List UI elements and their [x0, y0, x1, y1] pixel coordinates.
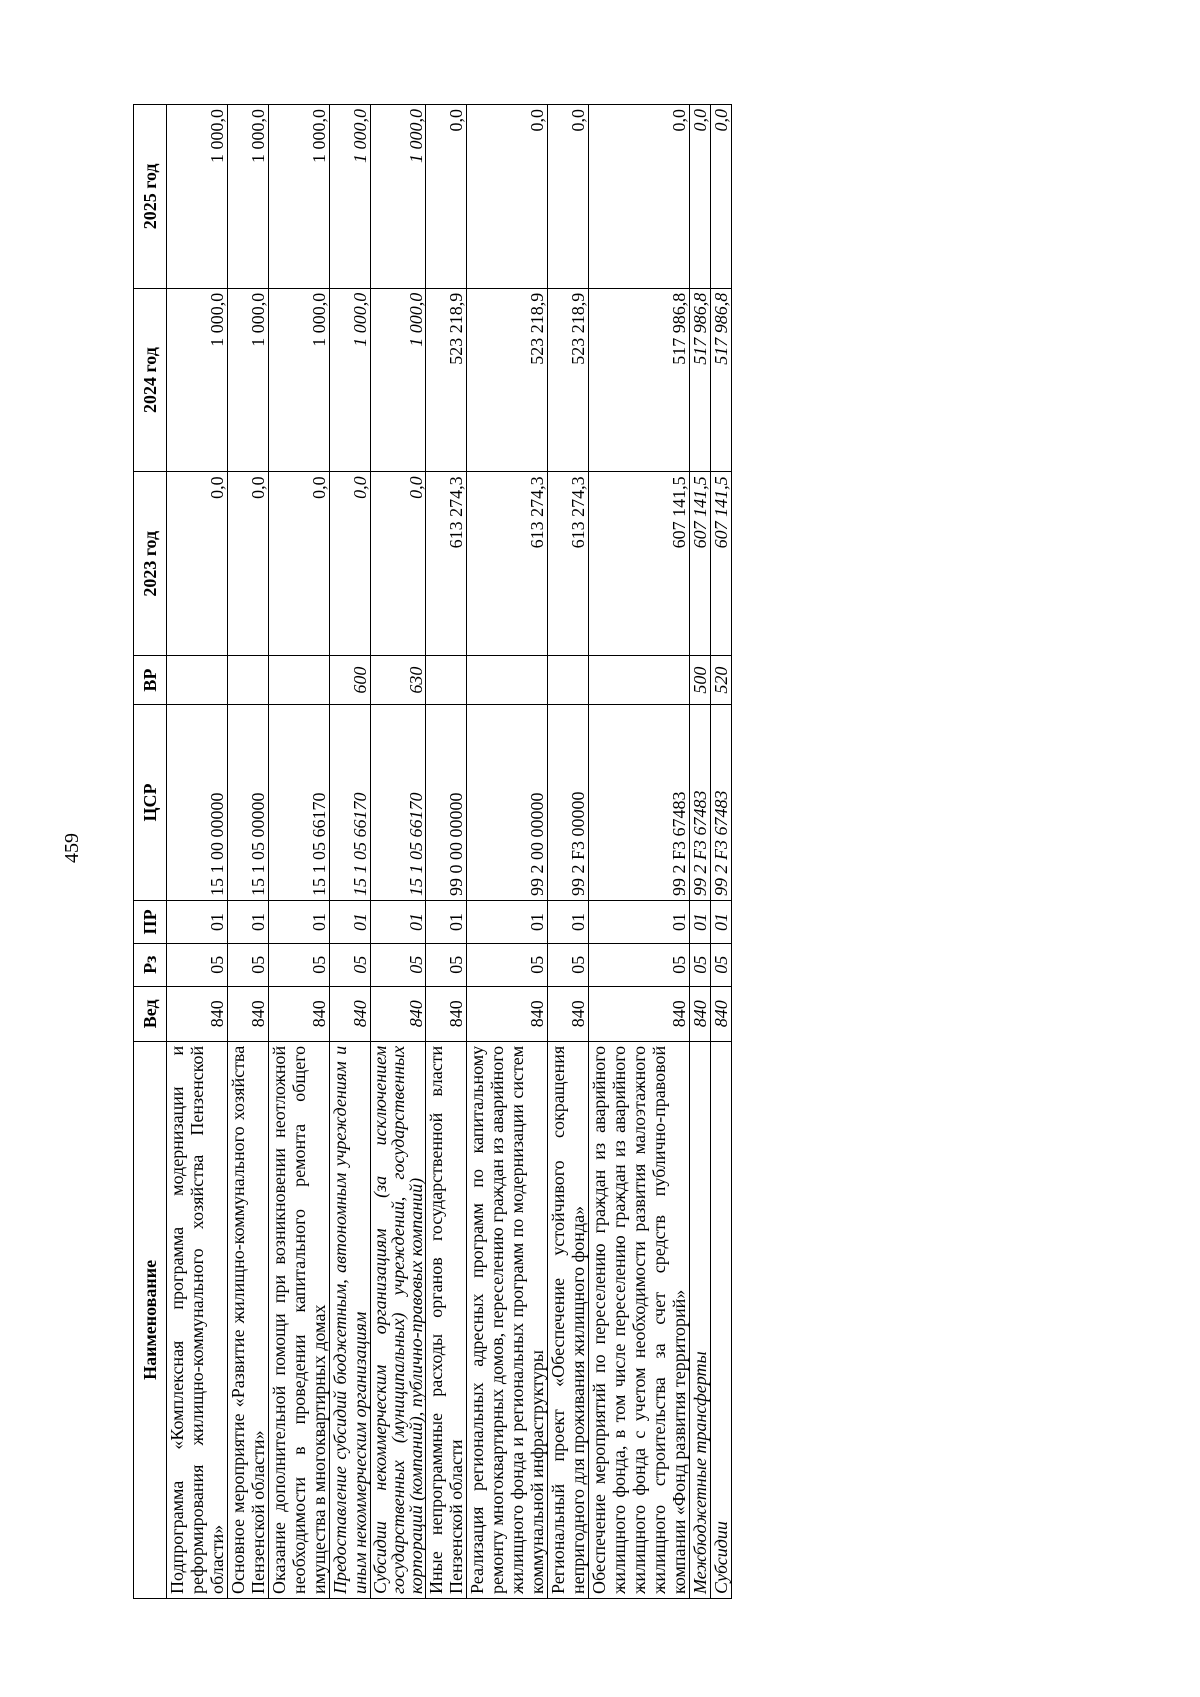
cell-2024: 1 000,0 [269, 288, 330, 472]
cell-ved: 840 [371, 986, 426, 1041]
cell-2025: 0,0 [548, 105, 589, 289]
cell-vr: 600 [330, 656, 371, 705]
cell-ved: 840 [228, 986, 269, 1041]
cell-2023: 0,0 [228, 472, 269, 656]
cell-name: Иные непрограммные расходы органов государственной власти Пензенской области [426, 1041, 467, 1598]
cell-rz: 05 [426, 943, 467, 986]
header-csr: ЦСР [134, 705, 167, 901]
table-row [330, 105, 371, 1599]
cell-csr: 99 2 00 00000 [467, 705, 548, 901]
budget-table [133, 104, 732, 1599]
cell-name: Реализация региональных адресных программ по капитальному ремонту многоквартирных домов, переселению граждан из аварийного жилищного фонда и региональных программ по модернизации систем коммунальной инфраструктуры [467, 1041, 548, 1598]
cell-csr: 99 2 F3 67483 [690, 705, 711, 901]
cell-rz: 05 [711, 943, 732, 986]
cell-pr: 01 [711, 901, 732, 944]
cell-2025: 0,0 [589, 105, 690, 289]
table-row [269, 105, 330, 1599]
cell-pr: 01 [589, 901, 690, 944]
header-name: Наименование [134, 1041, 167, 1598]
cell-2023: 0,0 [330, 472, 371, 656]
cell-vr [167, 656, 228, 705]
cell-csr: 99 2 F3 00000 [548, 705, 589, 901]
cell-2023: 607 141,5 [690, 472, 711, 656]
cell-2023: 607 141,5 [589, 472, 690, 656]
cell-name: Оказание дополнительной помощи при возникновении неотложной необходимости в проведении капитального ремонта общего имущества в многоквартирных домах [269, 1041, 330, 1598]
cell-name: Подпрограмма «Комплексная программа модернизации и реформирования жилищно-коммунального хозяйства Пензенской области» [167, 1041, 228, 1598]
cell-vr [269, 656, 330, 705]
cell-rz: 05 [228, 943, 269, 986]
cell-name: Региональный проект «Обеспечение устойчивого сокращения непригодного для проживания жилищного фонда» [548, 1041, 589, 1598]
header-rz: Рз [134, 943, 167, 986]
cell-2024: 1 000,0 [228, 288, 269, 472]
table-row [371, 105, 426, 1599]
cell-name: Субсидии некоммерческим организациям (за исключением государственных (муниципальных) учреждений, государственных корпораций (компаний), публично-правовых компаний) [371, 1041, 426, 1598]
cell-ved: 840 [467, 986, 548, 1041]
cell-2024: 1 000,0 [330, 288, 371, 472]
cell-vr: 520 [711, 656, 732, 705]
cell-2025: 0,0 [426, 105, 467, 289]
cell-csr: 15 1 05 66170 [269, 705, 330, 901]
cell-2025: 1 000,0 [228, 105, 269, 289]
cell-rz: 05 [690, 943, 711, 986]
cell-name: Основное мероприятие «Развитие жилищно-коммунального хозяйства Пензенской области» [228, 1041, 269, 1598]
cell-vr: 630 [371, 656, 426, 705]
header-pr: ПР [134, 901, 167, 944]
cell-ved: 840 [426, 986, 467, 1041]
cell-csr: 15 1 05 66170 [371, 705, 426, 901]
cell-rz: 05 [589, 943, 690, 986]
cell-rz: 05 [167, 943, 228, 986]
header-row [134, 105, 167, 1599]
cell-vr [589, 656, 690, 705]
table-row [589, 105, 690, 1599]
cell-pr: 01 [167, 901, 228, 944]
cell-2025: 1 000,0 [269, 105, 330, 289]
cell-name: Межбюджетные трансферты [690, 1041, 711, 1598]
cell-ved: 840 [269, 986, 330, 1041]
cell-name: Субсидии [711, 1041, 732, 1598]
table-row [228, 105, 269, 1599]
table-row [167, 105, 228, 1599]
cell-csr: 99 2 F3 67483 [589, 705, 690, 901]
cell-2025: 0,0 [467, 105, 548, 289]
cell-rz: 05 [371, 943, 426, 986]
table-row [690, 105, 711, 1599]
cell-2024: 523 218,9 [467, 288, 548, 472]
cell-2023: 0,0 [167, 472, 228, 656]
cell-pr: 01 [228, 901, 269, 944]
cell-rz: 05 [330, 943, 371, 986]
cell-rz: 05 [548, 943, 589, 986]
cell-2025: 1 000,0 [371, 105, 426, 289]
cell-name: Обеспечение мероприятий по переселению граждан из аварийного жилищного фонда, в том числе переселению граждан из аварийного жилищного фонда с учетом необходимости развития малоэтажного жилищного строительства за счет средств публично-правовой компании «Фонд развития территорий» [589, 1041, 690, 1598]
cell-vr [548, 656, 589, 705]
table-row [467, 105, 548, 1599]
cell-2025: 1 000,0 [330, 105, 371, 289]
cell-2024: 1 000,0 [167, 288, 228, 472]
cell-2023: 613 274,3 [467, 472, 548, 656]
header-2023: 2023 год [134, 472, 167, 656]
table-row [711, 105, 732, 1599]
cell-2023: 613 274,3 [548, 472, 589, 656]
cell-ved: 840 [589, 986, 690, 1041]
cell-2024: 517 986,8 [711, 288, 732, 472]
cell-2025: 0,0 [690, 105, 711, 289]
cell-rz: 05 [467, 943, 548, 986]
cell-pr: 01 [690, 901, 711, 944]
page-number: 459 [61, 833, 83, 863]
cell-pr: 01 [269, 901, 330, 944]
cell-csr: 15 1 05 00000 [228, 705, 269, 901]
header-ved: Вед [134, 986, 167, 1041]
cell-2023: 0,0 [371, 472, 426, 656]
header-vr: ВР [134, 656, 167, 705]
cell-ved: 840 [711, 986, 732, 1041]
cell-csr: 99 2 F3 67483 [711, 705, 732, 901]
cell-csr: 15 1 00 00000 [167, 705, 228, 901]
cell-csr: 15 1 05 66170 [330, 705, 371, 901]
cell-csr: 99 0 00 00000 [426, 705, 467, 901]
cell-vr [228, 656, 269, 705]
rotated-table-wrapper [133, 104, 1078, 1599]
cell-pr: 01 [548, 901, 589, 944]
cell-2024: 517 986,8 [690, 288, 711, 472]
cell-2025: 1 000,0 [167, 105, 228, 289]
table-row [426, 105, 467, 1599]
table-row [548, 105, 589, 1599]
cell-ved: 840 [548, 986, 589, 1041]
cell-2023: 607 141,5 [711, 472, 732, 656]
header-2025: 2025 год [134, 105, 167, 289]
cell-2024: 1 000,0 [371, 288, 426, 472]
cell-2024: 517 986,8 [589, 288, 690, 472]
cell-ved: 840 [167, 986, 228, 1041]
cell-2023: 613 274,3 [426, 472, 467, 656]
cell-name: Предоставление субсидий бюджетным, автономным учреждениям и иным некоммерческим организациям [330, 1041, 371, 1598]
header-2024: 2024 год [134, 288, 167, 472]
cell-pr: 01 [426, 901, 467, 944]
cell-ved: 840 [330, 986, 371, 1041]
cell-2023: 0,0 [269, 472, 330, 656]
table-body [167, 105, 732, 1599]
cell-ved: 840 [690, 986, 711, 1041]
cell-2025: 0,0 [711, 105, 732, 289]
cell-pr: 01 [371, 901, 426, 944]
cell-vr [426, 656, 467, 705]
cell-2024: 523 218,9 [548, 288, 589, 472]
cell-pr: 01 [467, 901, 548, 944]
cell-2024: 523 218,9 [426, 288, 467, 472]
cell-vr: 500 [690, 656, 711, 705]
cell-vr [467, 656, 548, 705]
cell-rz: 05 [269, 943, 330, 986]
cell-pr: 01 [330, 901, 371, 944]
